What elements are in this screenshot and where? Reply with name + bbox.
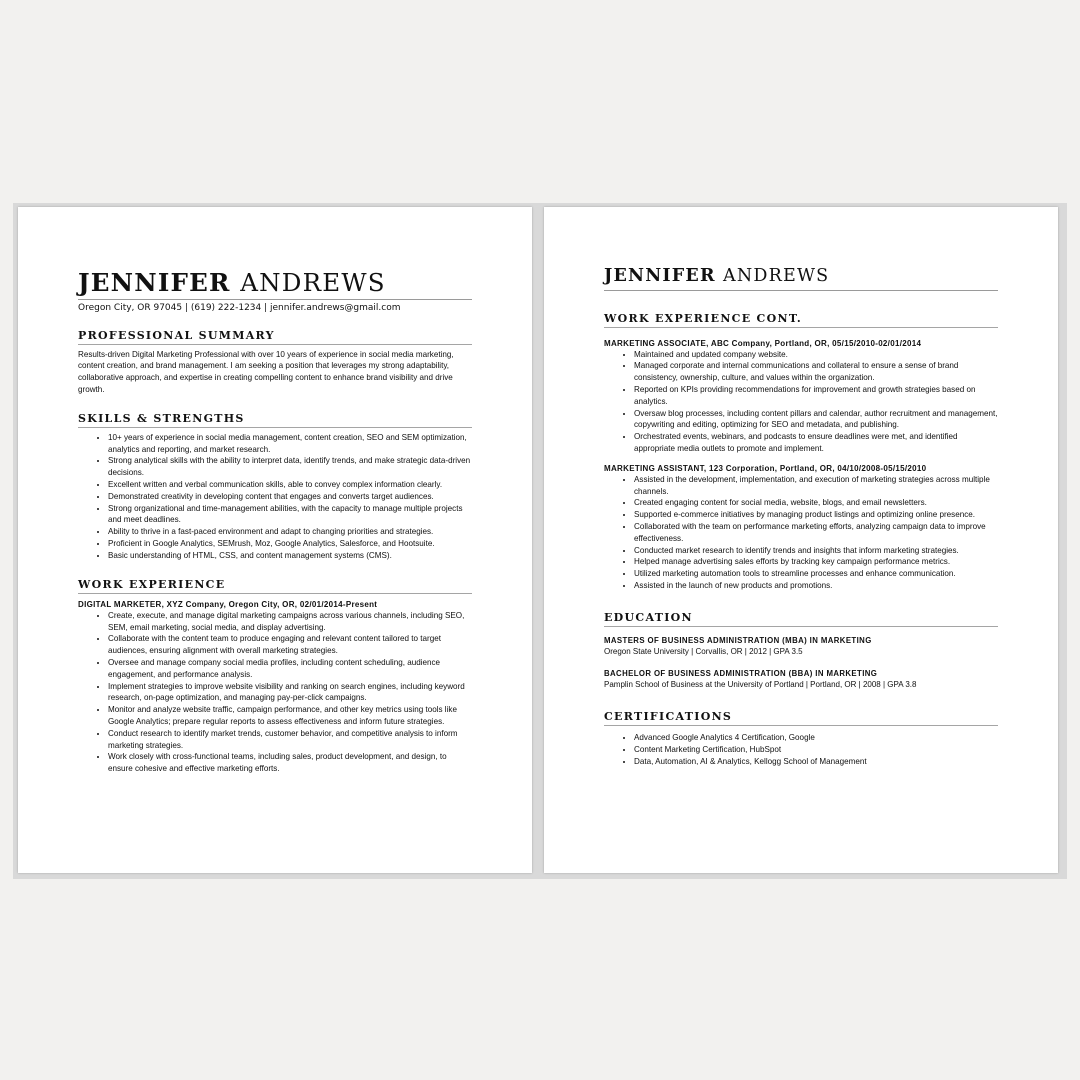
- list-item: • Basic understanding of HTML, CSS, and content management systems (CMS).: [108, 550, 472, 562]
- list-item: • Maintained and updated company website.: [634, 349, 998, 361]
- list-item: • Create, execute, and manage digital marketing campaigns across various channels, including SEO, SEM, email marketing, social media, and display advertising.: [108, 610, 472, 634]
- section-title: WORK EXPERIENCE CONT.: [604, 311, 803, 325]
- list-item: • Strong analytical skills with the ability to interpret data, identify trends, and make strategic data-driven decisions.: [108, 455, 472, 479]
- list-item: • Conducted market research to identify trends and insights that inform marketing strategies.: [634, 545, 998, 557]
- work-cont-section: [604, 313, 998, 592]
- resume-name: [604, 268, 998, 286]
- section-title: CERTIFICATIONS: [604, 709, 733, 723]
- section-divider: [78, 593, 472, 594]
- list-item: • Orchestrated events, webinars, and podcasts to ensure deadlines were met, and identified appropriate media outlets to promote and implement.: [634, 431, 998, 455]
- resume-page-2: [544, 207, 1058, 873]
- job-bullets: [78, 610, 472, 775]
- section-title: EDUCATION: [604, 610, 693, 624]
- list-item: • Data, Automation, AI & Analytics, Kellogg School of Management: [634, 756, 998, 768]
- section-divider: [78, 344, 472, 345]
- section-title: PROFESSIONAL SUMMARY: [78, 328, 275, 342]
- section-title: SKILLS & STRENGTHS: [78, 411, 245, 425]
- certifications-section: [604, 711, 998, 767]
- section-divider: [604, 327, 998, 328]
- list-item: • Reported on KPIs providing recommendations for improvement and growth strategies based on analytics.: [634, 384, 998, 408]
- list-item: • Monitor and analyze website traffic, campaign performance, and other key metrics using tools like Google Analytics; prepare regular reports to assess effectiveness and inform future strategies.: [108, 704, 472, 728]
- list-item: • Conduct research to identify market trends, customer behavior, and competitive analysis to inform marketing strategies.: [108, 728, 472, 752]
- name-divider: [78, 299, 472, 300]
- list-item: • Managed corporate and internal communications and collateral to ensure a sense of brand consistency, ownership, culture, and values within the organization.: [634, 360, 998, 384]
- list-item: • Utilized marketing automation tools to streamline processes and enhance communication.: [634, 568, 998, 580]
- list-item: • Demonstrated creativity in developing content that engages and converts target audiences.: [108, 491, 472, 503]
- list-item: • Supported e-commerce initiatives by managing product listings and optimizing online presence.: [634, 509, 998, 521]
- list-item: • Work closely with cross-functional teams, including sales, product development, and design, to ensure cohesive and effective marketing efforts.: [108, 751, 472, 775]
- summary-section: [78, 330, 472, 396]
- list-item: • Proficient in Google Analytics, SEMrush, Moz, Google Analytics, Salesforce, and Hootsuite.: [108, 538, 472, 550]
- education-section: [604, 612, 998, 689]
- list-item: • Collaborated with the team on performance marketing efforts, analyzing campaign data to improve effectiveness.: [634, 521, 998, 545]
- list-item: • Assisted in the development, implementation, and execution of marketing strategies across multiple channels.: [634, 474, 998, 498]
- name-first: JENNIFER: [604, 266, 716, 286]
- list-item: • Oversee and manage company social media profiles, including content scheduling, audience engagement, and performance analysis.: [108, 657, 472, 681]
- resume-page-1: [18, 207, 532, 873]
- list-item: • Strong organizational and time-management abilities, with the capacity to manage multiple projects and meet deadlines.: [108, 503, 472, 527]
- job-bullets: [604, 474, 998, 592]
- list-item: • Advanced Google Analytics 4 Certification, Google: [634, 732, 998, 744]
- list-item: • Created engaging content for social media, website, blogs, and email newsletters.: [634, 497, 998, 509]
- degree-detail: Oregon State University | Corvallis, OR | 2012 | GPA 3.5: [604, 646, 803, 656]
- work-section: [78, 579, 472, 775]
- job-title: DIGITAL MARKETER, XYZ Company, Oregon City, OR, 02/01/2014-Present: [78, 599, 378, 609]
- list-item: • Helped manage advertising sales efforts by tracking key campaign performance metrics.: [634, 556, 998, 568]
- list-item: • Implement strategies to improve website visibility and ranking on search engines, including keyword research, on-page optimization, and managing pay-per-click campaigns.: [108, 681, 472, 705]
- degree-title: MASTERS OF BUSINESS ADMINISTRATION (MBA) IN MARKETING: [604, 635, 872, 645]
- resume-name: [78, 268, 472, 297]
- name-first: JENNIFER: [78, 268, 231, 297]
- skills-list: [78, 432, 472, 562]
- job-bullets: [604, 349, 998, 455]
- name-last: ANDREWS: [723, 266, 830, 286]
- list-item: • 10+ years of experience in social media management, content creation, SEO and SEM optimization, analytics and reporting, and market research.: [108, 432, 472, 456]
- job-title: MARKETING ASSISTANT, 123 Corporation, Portland, OR, 04/10/2008-05/15/2010: [604, 463, 927, 473]
- skills-section: [78, 413, 472, 562]
- section-title: WORK EXPERIENCE: [78, 577, 226, 591]
- list-item: • Collaborate with the content team to produce engaging and relevant content tailored to target audiences, ensuring alignment with overall marketing strategies.: [108, 633, 472, 657]
- list-item: • Ability to thrive in a fast-paced environment and adapt to changing priorities and strategies.: [108, 526, 472, 538]
- name-divider: [604, 290, 998, 291]
- degree-detail: Pamplin School of Business at the University of Portland | Portland, OR | 2008 | GPA 3.8: [604, 679, 917, 689]
- section-divider: [78, 427, 472, 428]
- section-divider: [604, 725, 998, 726]
- contact-line: Oregon City, OR 97045 | (619) 222-1234 | jennifer.andrews@gmail.com: [78, 302, 401, 313]
- section-divider: [604, 626, 998, 627]
- list-item: • Excellent written and verbal communication skills, able to convey complex information clearly.: [108, 479, 472, 491]
- list-item: • Content Marketing Certification, HubSpot: [634, 744, 998, 756]
- list-item: • Assisted in the launch of new products and promotions.: [634, 580, 998, 592]
- degree-title: BACHELOR OF BUSINESS ADMINISTRATION (BBA) IN MARKETING: [604, 668, 878, 678]
- job-title: MARKETING ASSOCIATE, ABC Company, Portland, OR, 05/15/2010-02/01/2014: [604, 338, 922, 348]
- name-last: ANDREWS: [240, 268, 386, 297]
- summary-text: Results-driven Digital Marketing Professional with over 10 years of experience in social media marketing, content creation, and brand management. I am seeking a position that leverages my strong adaptability, collaborative approach, and expertise in creating compelling content to enhance brand visibility and drive growth.: [78, 349, 454, 394]
- certifications-list: [604, 732, 998, 767]
- list-item: • Oversaw blog processes, including content pillars and calendar, author recruitment and management, copywriting and editing, optimizing for SEO and metadata, and publishing.: [634, 408, 998, 432]
